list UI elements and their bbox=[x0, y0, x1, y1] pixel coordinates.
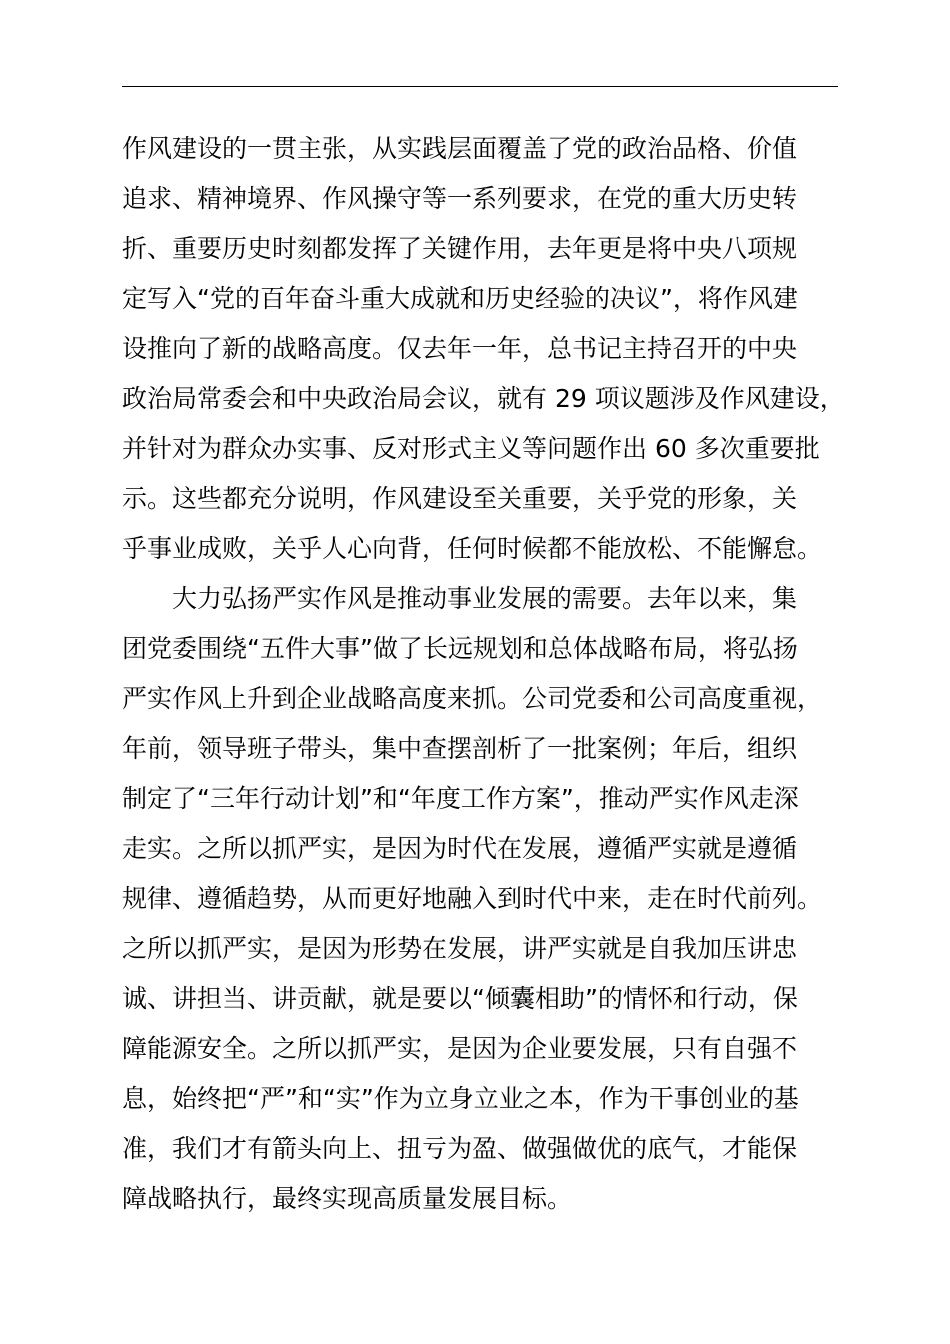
text-line: 设推向了新的战略高度。仅去年一年，总书记主持召开的中央 bbox=[122, 334, 798, 363]
text-line: 定写入“党的百年奋斗重大成就和历史经验的决议”，将作风建 bbox=[122, 284, 798, 313]
text-line: 追求、精神境界、作风操守等一系列要求，在党的重大历史转 bbox=[122, 184, 798, 213]
text-line: 之所以抓严实，是因为形势在发展，讲严实就是自我加压讲忠 bbox=[122, 934, 798, 963]
text-line: 息，始终把“严”和“实”作为立身立业之本，作为干事创业的基 bbox=[122, 1084, 799, 1113]
text-line: 年前，领导班子带头，集中查摆剖析了一批案例；年后，组织 bbox=[122, 734, 798, 763]
text-line: 障能源安全。之所以抓严实，是因为企业要发展，只有自强不 bbox=[122, 1034, 798, 1063]
text-line: 乎事业成败，关乎人心向背，任何时候都不能放松、不能懈怠。 bbox=[122, 534, 823, 563]
header-rule bbox=[122, 86, 838, 87]
text-line: 并针对为群众办实事、反对形式主义等问题作出 60 多次重要批 bbox=[122, 434, 820, 463]
paragraph-2 bbox=[122, 574, 862, 1224]
text-line: 作风建设的一贯主张，从实践层面覆盖了党的政治品格、价值 bbox=[122, 134, 798, 163]
text-line: 政治局常委会和中央政治局会议，就有 29 项议题涉及作风建设， bbox=[122, 384, 845, 413]
text-line: 折、重要历史时刻都发挥了关键作用，去年更是将中央八项规 bbox=[122, 234, 798, 263]
text-line: 严实作风上升到企业战略高度来抓。公司党委和公司高度重视， bbox=[122, 684, 823, 713]
paragraph-1 bbox=[122, 124, 862, 574]
text-line: 障战略执行，最终实现高质量发展目标。 bbox=[122, 1184, 573, 1213]
text-line: 准，我们才有箭头向上、扭亏为盈、做强做优的底气，才能保 bbox=[122, 1134, 798, 1163]
text-line: 诚、讲担当、讲贡献，就是要以“倾囊相助”的情怀和行动，保 bbox=[122, 984, 798, 1013]
text-line: 走实。之所以抓严实，是因为时代在发展，遵循严实就是遵循 bbox=[122, 834, 798, 863]
text-line: 制定了“三年行动计划”和“年度工作方案”，推动严实作风走深 bbox=[122, 784, 799, 813]
text-line: 大力弘扬严实作风是推动事业发展的需要。去年以来，集 bbox=[172, 584, 798, 613]
body-text bbox=[122, 124, 862, 1224]
text-line: 规律、遵循趋势，从而更好地融入到时代中来，走在时代前列。 bbox=[122, 884, 823, 913]
text-line: 示。这些都充分说明，作风建设至关重要，关乎党的形象，关 bbox=[122, 484, 798, 513]
text-line: 团党委围绕“五件大事”做了长远规划和总体战略布局，将弘扬 bbox=[122, 634, 798, 663]
